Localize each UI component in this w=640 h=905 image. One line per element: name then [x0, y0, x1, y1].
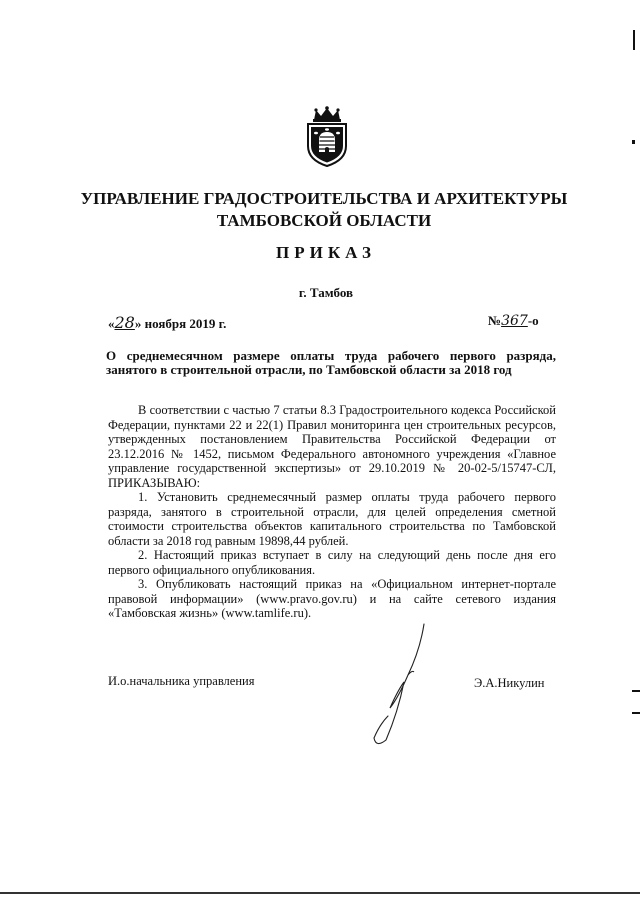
date-open-quote: « [108, 316, 115, 331]
document-number [488, 313, 539, 329]
preamble-paragraph: В соответствии с частью 7 статьи 8.3 Градостроительного кодекса Российской Федерации, пунктами 22 и 22(1) Правил мониторинга цен строительных ресурсов, утвержденных постановлением Правительства Российской Федерации от 23.12.2016 № 1452, письмом Федерального автономного учреждения «Главное управление государственной экспертизы» от 29.10.2019 № 20-02-5/15747-СЛ, ПРИКАЗЫВАЮ: [108, 403, 556, 490]
signer-role: И.о.начальника управления [108, 674, 255, 688]
city: г. Тамбов [298, 285, 354, 300]
scan-edge-mark [632, 690, 640, 692]
order-item-3: 3. Опубликовать настоящий приказ на «Официальном интернет-портале правовой информации» (www.pravo.gov.ru) и на сайте сетевого издания «Тамбовская жизнь» (www.tamlife.ru). [108, 577, 556, 620]
order-item-1: 1. Установить среднемесячный размер оплаты труда рабочего первого разряда, занятого в строительной отрасли, для целей определения сметной стоимости строительства объектов капитального строительства по Тамбовской области за 2018 год равным 19898,44 рублей. [108, 490, 556, 548]
scan-bottom-edge [0, 892, 640, 894]
scan-edge-mark [632, 712, 640, 714]
number-handwritten: 367 [501, 313, 528, 329]
document-date [108, 313, 226, 332]
date-month-year: » ноября 2019 г. [134, 316, 227, 331]
scan-edge-mark [633, 30, 635, 50]
organization-name-line2: ТАМБОВСКОЙ ОБЛАСТИ [216, 211, 432, 230]
number-prefix: № [488, 313, 502, 328]
handwritten-signature-icon [368, 620, 438, 750]
scan-edge-mark [632, 140, 635, 144]
document-type-title: ПРИКАЗ [276, 243, 376, 262]
document-subject: О среднемесячном размере оплаты труда рабочего первого разряда, занятого в строительной отрасли, по Тамбовской области за 2018 год [106, 348, 556, 377]
organization-name-line1: УПРАВЛЕНИЕ ГРАДОСТРОИТЕЛЬСТВА И АРХИТЕКТУРЫ [80, 189, 568, 208]
number-suffix: -о [527, 313, 539, 328]
document-body [108, 403, 556, 621]
coat-of-arms-icon [302, 106, 352, 168]
signer-name: Э.А.Никулин [474, 676, 545, 690]
date-day-handwritten: 28 [114, 313, 135, 332]
order-item-2: 2. Настоящий приказ вступает в силу на следующий день после дня его первого официального опубликования. [108, 548, 556, 577]
